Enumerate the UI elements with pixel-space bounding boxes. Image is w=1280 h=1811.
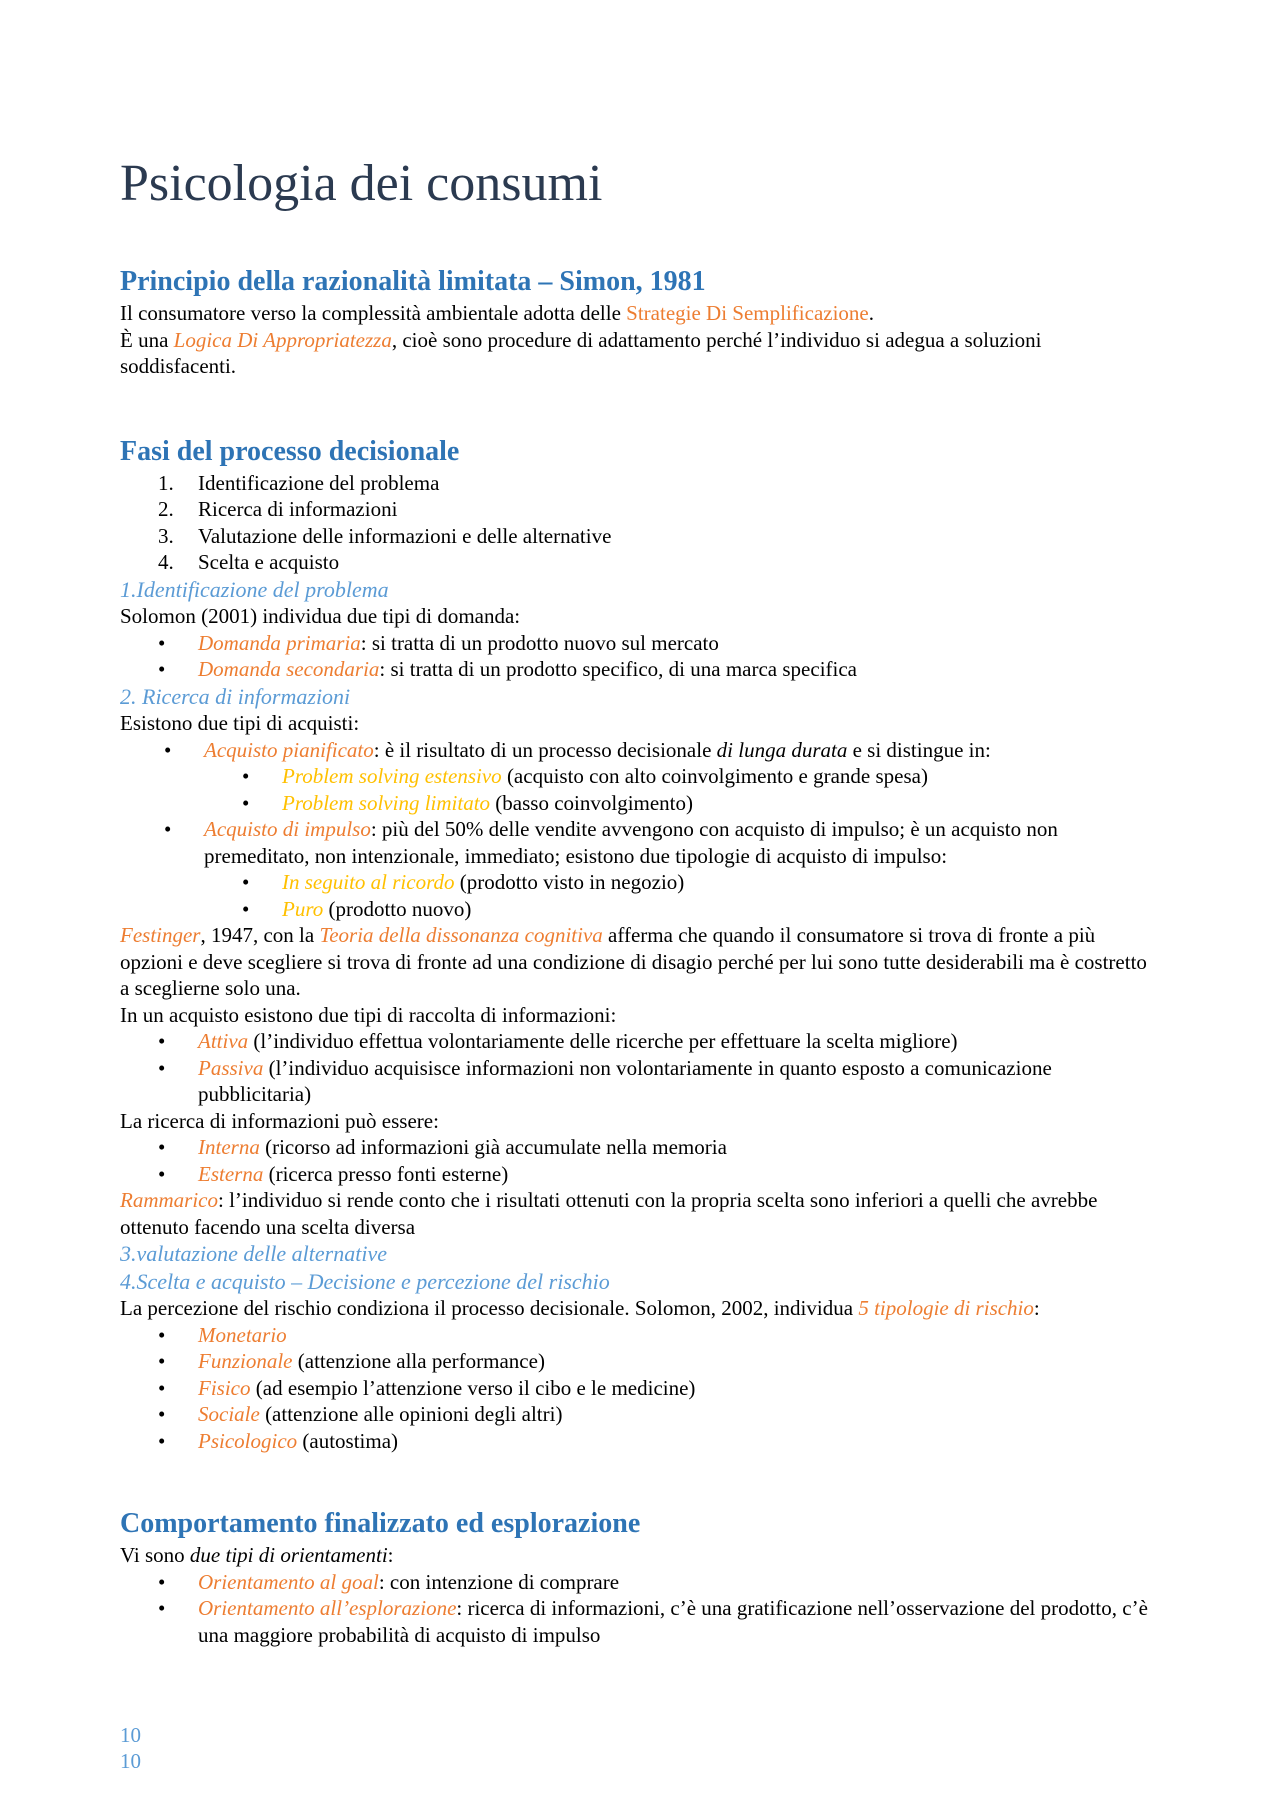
paragraph: È una Logica Di Appropriatezza, cioè sono procedure di adattamento perché l’individuo si adegua a soluzioni soddisfacenti. (120, 327, 1042, 378)
list-item: • Problem solving estensivo (acquisto con alto coinvolgimento e grande spesa) (242, 764, 928, 788)
paragraph: La ricerca di informazioni può essere: (120, 1108, 439, 1133)
steps-list (120, 470, 1160, 576)
list-item: 1. Identificazione del problema (158, 470, 440, 495)
paragraph: In un acquisto esistono due tipi di raccolta di informazioni: (120, 1002, 617, 1027)
subheading: 4.Scelta e acquisto – Decisione e percezione del rischio (120, 1268, 610, 1294)
list-item: • Orientamento al goal: con intenzione di comprare (158, 1569, 620, 1594)
list-item: • In seguito al ricordo (prodotto visto in negozio) (242, 870, 685, 894)
list-item: • Esterna (ricerca presso fonti esterne) (158, 1161, 509, 1186)
list-item: • Attiva (l’individuo effettua volontariamente delle ricerche per effettuare la scelta migliore) (158, 1029, 958, 1053)
list-item: • Acquisto di impulso: più del 50% delle vendite avvengono con acquisto di impulso; è un acquisto non premeditato, non intenzionale, immediato; esistono due tipologie di acquisto di impulso: (164, 817, 1058, 868)
section-heading-comportamento: Comportamento finalizzato ed esplorazione (120, 1508, 641, 1539)
section-heading-fasi: Fasi del processo decisionale (120, 435, 460, 467)
page-title: Psicologia dei consumi (120, 155, 603, 212)
list-item: • Puro (prodotto nuovo) (242, 896, 472, 921)
paragraph: Rammarico: l’individuo si rende conto che i risultati ottenuti con la propria scelta sono inferiori a quelli che avrebbe ottenuto facendo una scelta diversa (120, 1188, 1098, 1239)
list-item: • Domanda secondaria: si tratta di un prodotto specifico, di una marca specifica (158, 657, 857, 681)
bullet-list (120, 630, 1160, 683)
subheading: 2. Ricerca di informazioni (120, 683, 351, 709)
subheading: 1.Identificazione del problema (120, 576, 389, 602)
paragraph: Solomon (2001) individua due tipi di domanda: (120, 604, 521, 628)
list-item: 4. Scelta e acquisto (158, 550, 340, 574)
list-item: 2. Ricerca di informazioni (158, 497, 398, 521)
list-item: • Passiva (l’individuo acquisisce informazioni non volontariamente in quanto esposto a comunicazione pubblicitaria) (158, 1055, 1052, 1106)
paragraph: La percezione del rischio condiziona il processo decisionale. Solomon, 2002, individua 5 tipologie di rischio: (120, 1296, 1040, 1320)
list-item: • Orientamento all’esplorazione: ricerca di informazioni, c’è una gratificazione nell’osservazione del prodotto, c’è una maggiore probabilità di acquisto di impulso (158, 1596, 1148, 1647)
paragraph: Il consumatore verso la complessità ambientale adotta delle Strategie Di Semplificazione. (120, 301, 874, 325)
list-item: • Monetario (158, 1322, 287, 1347)
list-item: • Interna (ricorso ad informazioni già accumulate nella memoria (158, 1135, 727, 1159)
list-item: • Fisico (ad esempio l’attenzione verso il cibo e le medicine) (158, 1375, 696, 1400)
bullet-list (120, 1134, 1160, 1187)
subheading: 3.valutazione delle alternative (120, 1241, 387, 1266)
list-item: • Funzionale (attenzione alla performance) (158, 1349, 545, 1373)
paragraph: Vi sono due tipi di orientamenti: (120, 1543, 394, 1567)
list-item: • Domanda primaria: si tratta di un prodotto nuovo sul mercato (158, 630, 719, 655)
bullet-list (120, 1028, 1160, 1108)
page-number-footer (120, 1722, 141, 1774)
list-item: • Problem solving limitato (basso coinvolgimento) (242, 790, 694, 815)
document-body (120, 146, 1160, 1648)
list-item: 3. Valutazione delle informazioni e delle alternative (158, 523, 612, 548)
highlight-term: Logica Di Appropriatezza (173, 327, 392, 352)
paragraph: Esistono due tipi di acquisti: (120, 711, 360, 735)
list-item: • Sociale (attenzione alle opinioni degli altri) (158, 1402, 563, 1426)
page-number: 10 (120, 1723, 141, 1747)
bullet-list (120, 1322, 1160, 1455)
bullet-list (120, 1569, 1160, 1649)
paragraph: Festinger, 1947, con la Teoria della dissonanza cognitiva afferma che quando il consumatore si trova di fronte a più opzioni e deve scegliere si trova di fronte ad una condizione di disagio perché per lui sono tutte desiderabili ma è costretto a sceglierne solo una. (120, 923, 1147, 1000)
list-item: • Psicologico (autostima) (158, 1428, 399, 1453)
bullet-list (120, 737, 1160, 923)
section-heading-razionalita: Principio della razionalità limitata – Simon, 1981 (120, 266, 706, 297)
page-number: 10 (120, 1749, 141, 1773)
highlight-term: Strategie Di Semplificazione (626, 301, 869, 325)
list-item: • Acquisto pianificato: è il risultato di un processo decisionale di lunga durata e si distingue in: (164, 737, 991, 762)
